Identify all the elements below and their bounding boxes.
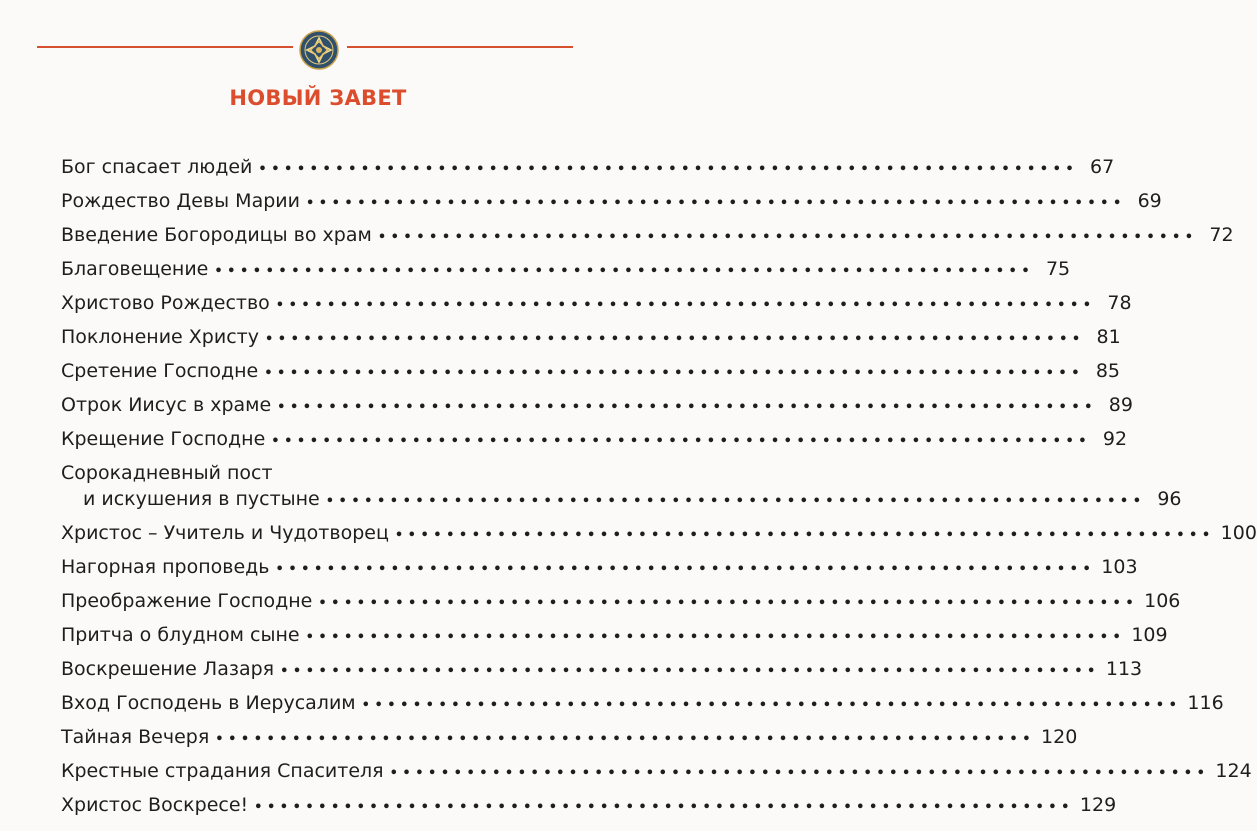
toc-entry-page: 85 xyxy=(1095,360,1121,382)
leader-dots: •••••••••••••••••••••••••••••••••••••••••••••••••••••••••••••••• xyxy=(214,264,1035,279)
toc-entry[interactable] xyxy=(61,354,1121,388)
toc-entry-page: 109 xyxy=(1131,624,1168,646)
toc-entry-title: Благовещение xyxy=(61,258,209,280)
toc-entry[interactable] xyxy=(61,584,1181,618)
toc-entry-page: 75 xyxy=(1045,258,1071,280)
toc-entry-page: 113 xyxy=(1105,658,1143,680)
toc-entry-page: 106 xyxy=(1144,590,1181,612)
toc-entry-title: Тайная Вечеря xyxy=(61,726,210,748)
toc-entry[interactable] xyxy=(61,218,1234,252)
toc-entry-title: Рождество Девы Марии xyxy=(61,190,300,212)
toc-entry-title: Христос Воскресе! xyxy=(61,794,249,816)
toc-entry[interactable] xyxy=(61,286,1132,320)
leader-dots: •••••••••••••••••••••••••••••••••••••••••••••••••••••••••••••••• xyxy=(361,698,1182,713)
toc-entry-title: Христос – Учитель и Чудотворец xyxy=(61,522,389,544)
toc-entry-title: Крестные страдания Спасителя xyxy=(61,760,384,782)
toc-entry-title: Преображение Господне xyxy=(61,590,313,612)
toc-entry[interactable] xyxy=(61,652,1143,686)
leader-dots: •••••••••••••••••••••••••••••••••••••••••••••••••••••••••••••••• xyxy=(318,596,1139,611)
leader-dots: •••••••••••••••••••••••••••••••••••••••••••••••••••••••••••••••• xyxy=(325,494,1146,509)
ornament-icon xyxy=(298,29,340,71)
toc-entry-title: Нагорная проповедь xyxy=(61,556,270,578)
toc-entry-title: Сретение Господне xyxy=(61,360,259,382)
toc-entry[interactable] xyxy=(61,252,1071,286)
leader-dots: •••••••••••••••••••••••••••••••••••••••••••••••••••••••••••••••• xyxy=(305,196,1126,211)
leader-dots: •••••••••••••••••••••••••••••••••••••••••••••••••••••••••••••••• xyxy=(254,800,1074,815)
toc-entry[interactable] xyxy=(61,516,1257,550)
leader-dots: •••••••••••••••••••••••••••••••••••••••••••••••••••••••••••••••• xyxy=(264,332,1085,347)
toc-entry-page: 81 xyxy=(1096,326,1121,348)
toc-entry[interactable] xyxy=(61,422,1128,456)
toc-entry-title: Сорокадневный пост xyxy=(61,462,273,484)
leader-dots: •••••••••••••••••••••••••••••••••••••••••••••••••••••••••••••••• xyxy=(305,630,1126,645)
toc-entry-page: 116 xyxy=(1187,692,1224,714)
toc-entry-page: 129 xyxy=(1079,794,1117,816)
toc-entry[interactable] xyxy=(61,788,1117,822)
toc-entry-title: Отрок Иисус в храме xyxy=(61,394,272,416)
leader-dots: •••••••••••••••••••••••••••••••••••••••••••••••••••••••••••••••• xyxy=(215,732,1036,747)
toc-entry-page: 96 xyxy=(1157,488,1182,510)
toc-entry-page: 72 xyxy=(1209,224,1234,246)
leader-dots: •••••••••••••••••••••••••••••••••••••••••••••••••••••••••••••••• xyxy=(277,400,1097,415)
toc-entry-title-continued: и искушения в пустыне xyxy=(83,488,320,510)
toc-entry-page: 89 xyxy=(1108,394,1133,416)
toc-entry-page: 67 xyxy=(1090,156,1115,178)
toc-entry-title: Бог спасает людей xyxy=(61,156,253,178)
toc-entry[interactable] xyxy=(61,388,1133,422)
leader-dots: •••••••••••••••••••••••••••••••••••••••••••••••••••••••••••••••• xyxy=(377,230,1198,245)
toc-entry-page: 92 xyxy=(1102,428,1128,450)
toc-entry-title: Поклонение Христу xyxy=(61,326,259,348)
toc-entry[interactable] xyxy=(61,150,1115,184)
toc-entry[interactable] xyxy=(61,720,1078,754)
leader-dots: •••••••••••••••••••••••••••••••••••••••••••••••••••••••••••••••• xyxy=(275,562,1096,577)
toc-entry-title: Вход Господень в Иерусалим xyxy=(61,692,356,714)
toc-entry[interactable] xyxy=(61,754,1252,788)
leader-dots: •••••••••••••••••••••••••••••••••••••••••••••••••••••••••••••••• xyxy=(280,664,1100,679)
toc-entry-title: Притча о блудном сыне xyxy=(61,624,300,646)
toc-entry-page: 124 xyxy=(1215,760,1252,782)
leader-dots: •••••••••••••••••••••••••••••••••••••••••••••••••••••••••••••••• xyxy=(394,528,1215,543)
section-title: НОВЫЙ ЗАВЕТ xyxy=(229,86,407,110)
leader-dots: •••••••••••••••••••••••••••••••••••••••••••••••••••••••••••••••• xyxy=(389,766,1210,781)
leader-dots: •••••••••••••••••••••••••••••••••••••••••••••••••••••••••••••••• xyxy=(275,298,1096,313)
toc-entry-page: 69 xyxy=(1137,190,1162,212)
toc-entry-page: 100 xyxy=(1220,522,1257,544)
toc-entry-page: 120 xyxy=(1041,726,1078,748)
toc-entry[interactable] xyxy=(61,320,1121,354)
toc-entry-title: Крещение Господне xyxy=(61,428,266,450)
header-rule-right xyxy=(347,46,573,48)
toc-entry-title: Воскрешение Лазаря xyxy=(61,658,275,680)
leader-dots: •••••••••••••••••••••••••••••••••••••••••••••••••••••••••••••••• xyxy=(264,366,1085,381)
toc-entry[interactable] xyxy=(61,550,1138,584)
toc-entry-title: Введение Богородицы во храм xyxy=(61,224,372,246)
toc-entry-page: 78 xyxy=(1107,292,1132,314)
header-rule-left xyxy=(37,46,293,48)
toc-entry-title: Христово Рождество xyxy=(61,292,270,314)
leader-dots: •••••••••••••••••••••••••••••••••••••••••••••••••••••••••••••••• xyxy=(271,434,1092,449)
toc-entry-page: 103 xyxy=(1101,556,1138,578)
toc-entry[interactable] xyxy=(61,456,1182,516)
toc-entry[interactable] xyxy=(61,184,1162,218)
table-of-contents xyxy=(61,150,1257,822)
toc-entry[interactable] xyxy=(61,686,1224,720)
leader-dots: •••••••••••••••••••••••••••••••••••••••••••••••••••••••••••••••• xyxy=(258,162,1079,177)
toc-entry[interactable] xyxy=(61,618,1168,652)
